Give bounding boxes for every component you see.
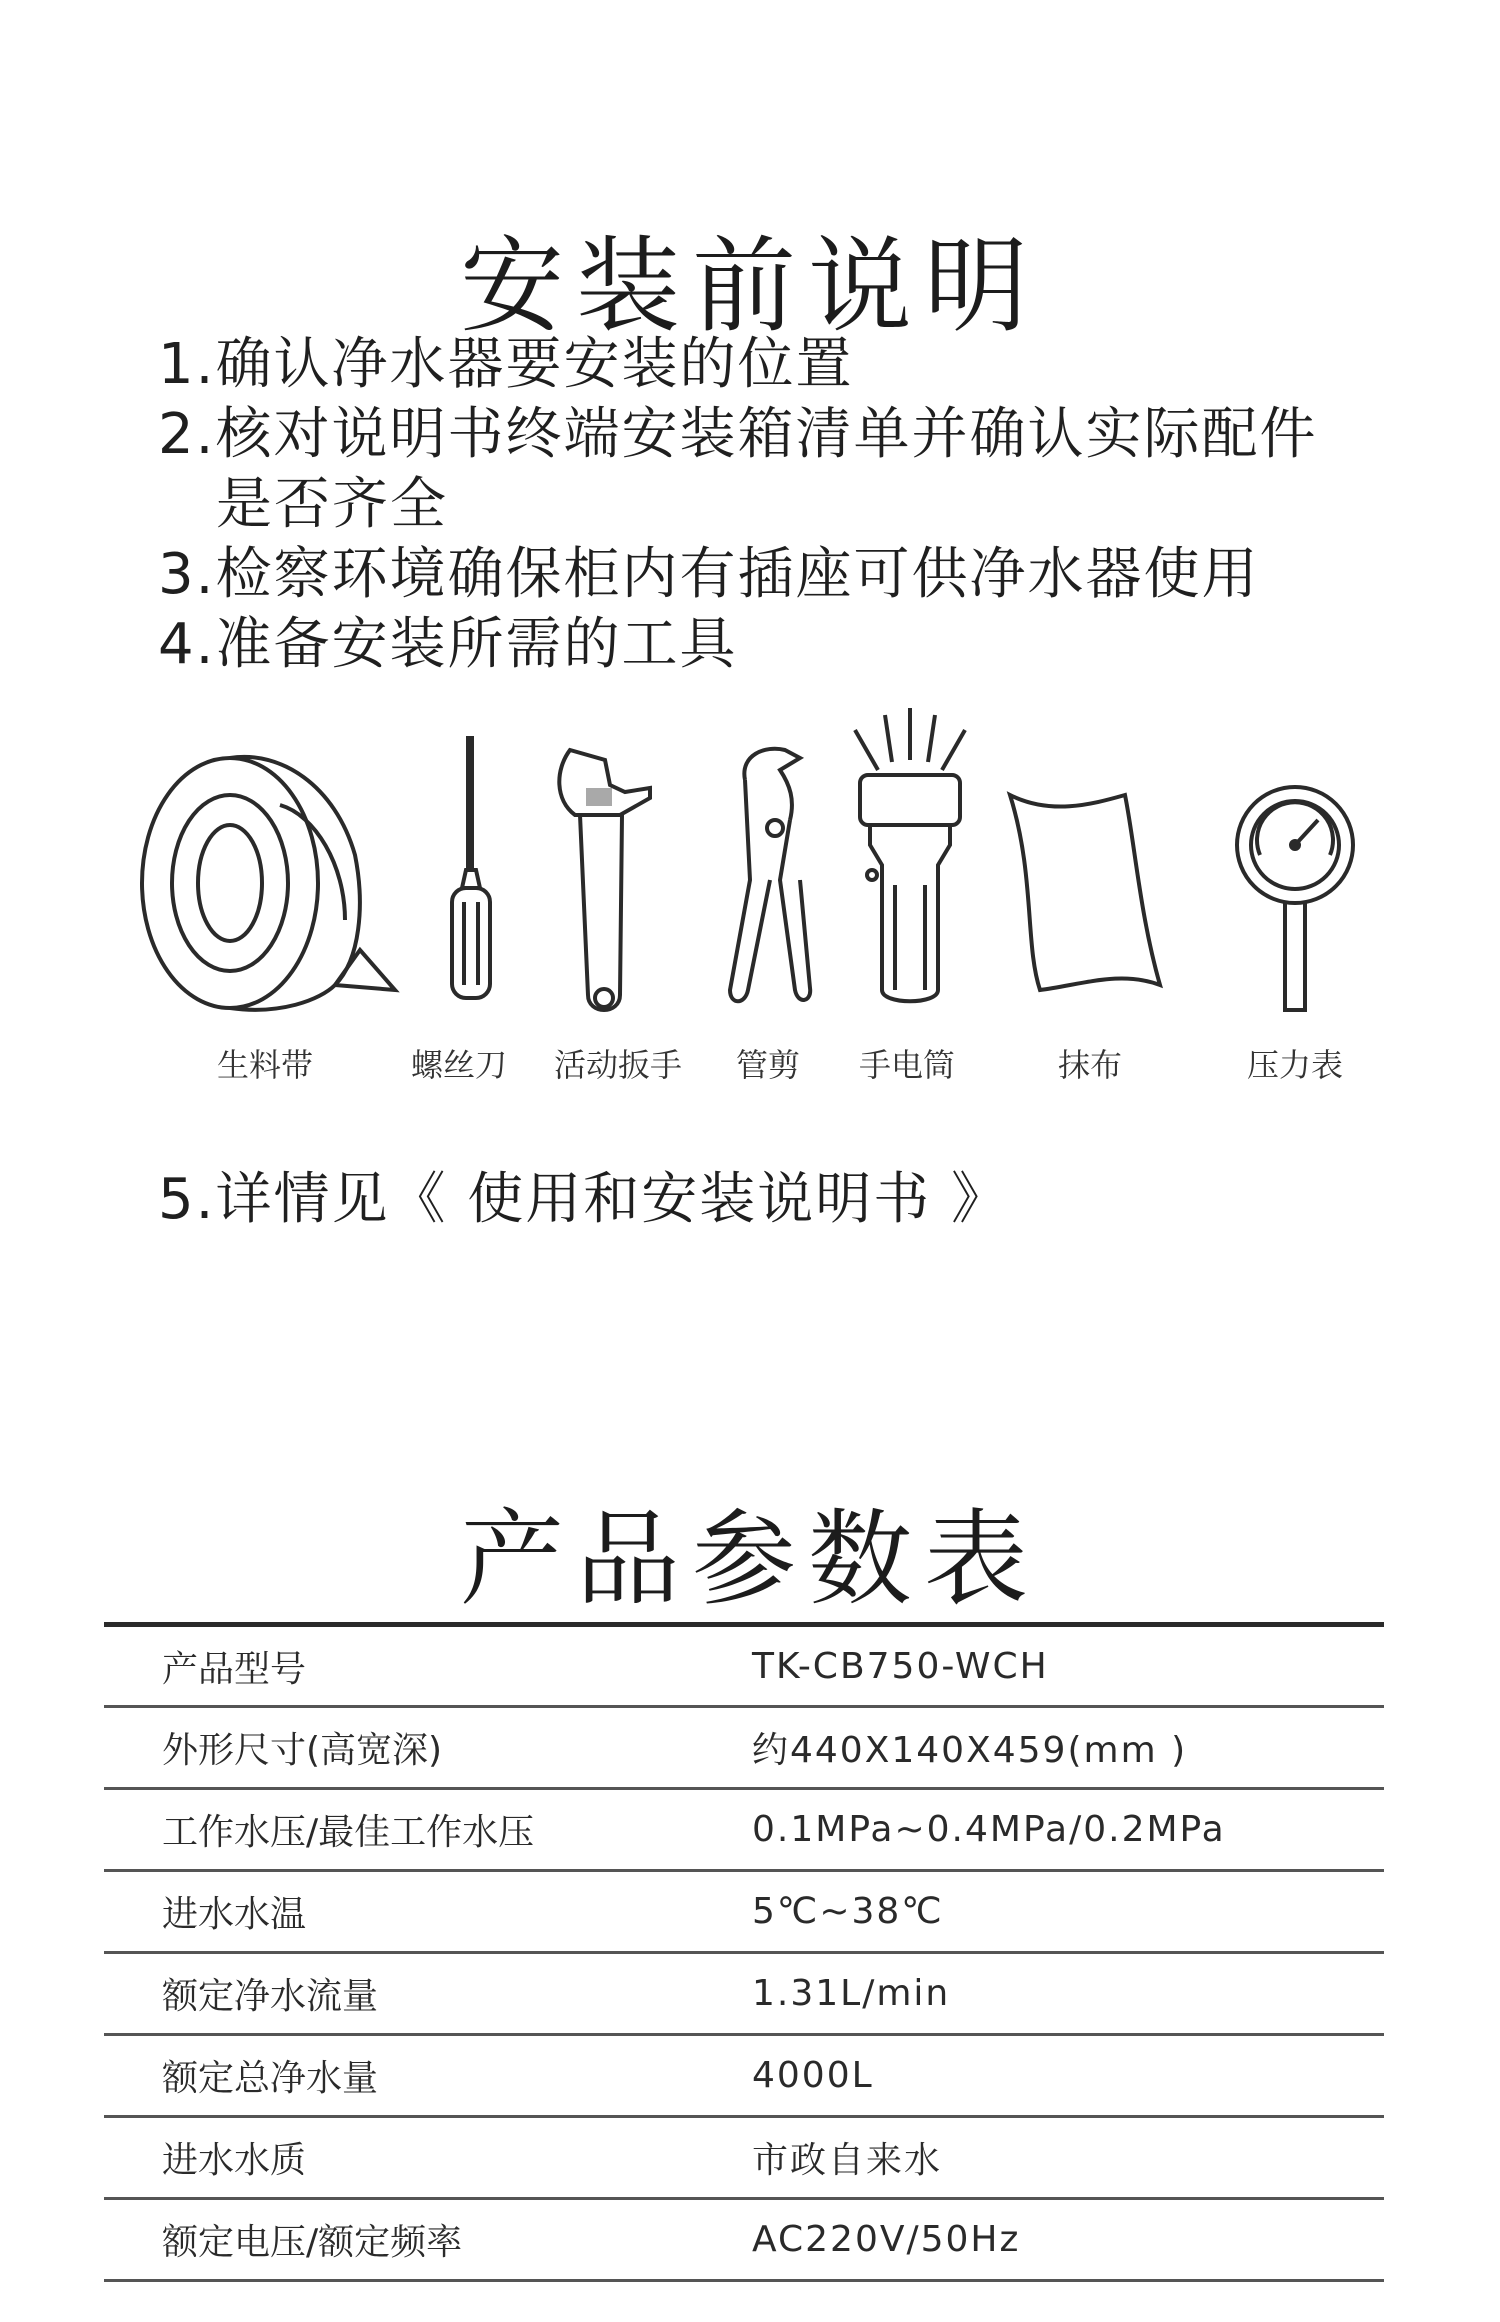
params-table [104,1622,1384,2282]
param-key: 额定电压/额定频率 [162,2222,463,2263]
table-row [104,1953,1384,2035]
pressure-gauge-icon [1230,780,1360,1020]
param-key: 进水水质 [162,2140,307,2181]
param-value: 约440X140X459(mm ) [752,1730,1188,1771]
param-key: 额定总净水量 [162,2058,379,2099]
param-key: 产品型号 [162,1648,307,1690]
install-section-title: 安装前说明 [459,224,1040,347]
step-2-continued: 是否齐全 [216,472,448,537]
param-value: 4000L [752,2055,874,2096]
param-value: 0.1MPa~0.4MPa/0.2MPa [752,1809,1226,1850]
table-row [104,1789,1384,1871]
step-2: 2. 核对说明书终端安装箱清单并确认实际配件 [158,402,1318,467]
step-1: 1. 确认净水器要安装的位置 [158,332,854,397]
table-row [104,1871,1384,1953]
tool-label-screwdriver: 螺丝刀 [410,1046,507,1084]
tool-label-pressure-gauge: 压力表 [1246,1046,1343,1084]
tool-label-tape: 生料带 [216,1046,313,1084]
param-key: 进水水温 [162,1894,307,1935]
install-steps-list [158,330,1408,680]
param-key: 外形尺寸(高宽深) [162,1730,443,1771]
adjustable-wrench-icon [550,740,660,1030]
param-key: 工作水压/最佳工作水压 [162,1812,535,1853]
screwdriver-icon [440,730,500,1010]
param-value: 市政自来水 [752,2140,943,2181]
tool-label-flashlight: 手电筒 [858,1046,955,1084]
cloth-icon [1000,785,1170,1005]
param-value: AC220V/50Hz [752,2219,1021,2260]
tool-label-pipe-cutter: 管剪 [735,1046,800,1084]
table-row [104,1625,1384,1707]
param-key: 额定净水流量 [162,1976,379,2017]
step-4: 4. 准备安装所需的工具 [158,612,738,677]
pipe-cutter-icon [720,740,820,1030]
params-section-title: 产品参数表 [459,1497,1040,1620]
param-value: 5℃~38℃ [752,1891,944,1932]
table-row [104,2199,1384,2281]
tape-roll-icon [130,745,400,1025]
table-row [104,2035,1384,2117]
table-row [104,2117,1384,2199]
table-row [104,1707,1384,1789]
tool-label-cloth: 抹布 [1057,1046,1122,1084]
tool-label-wrench: 活动扳手 [553,1046,682,1084]
param-value: 1.31L/min [752,1973,951,2014]
step-5: 5. 详情见《 使用和安装说明书 》 [158,1167,1010,1232]
param-value: TK-CB750-WCH [752,1645,1049,1687]
flashlight-icon [840,700,980,1020]
step-3: 3. 检察环境确保柜内有插座可供净水器使用 [158,542,1260,607]
